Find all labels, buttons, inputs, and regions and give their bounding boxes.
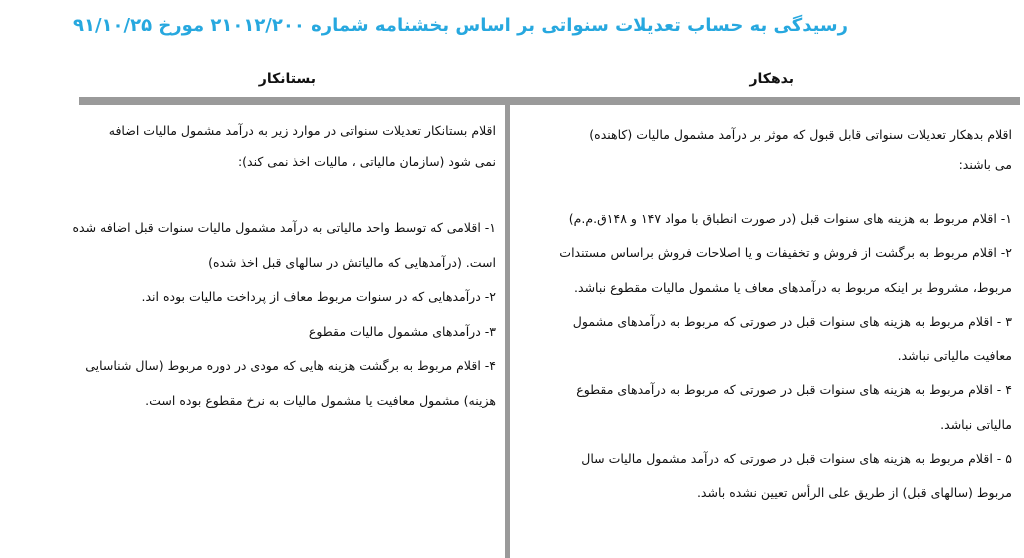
credit-column bbox=[10, 115, 496, 418]
debit-item-line: ۴ - اقلام مربوط به هزینه های سنوات قبل در صورتی که مربوط به درآمدهای مقطوع bbox=[576, 382, 1012, 398]
debit-item-line: مربوط، مشروط بر اینکه مربوط به درآمدهای معاف یا مشمول مالیات مقطوع نباشد. bbox=[574, 279, 1012, 295]
debit-intro bbox=[514, 120, 1012, 180]
credit-item-line: ۴- اقلام مربوط به برگشت هزینه هایی که مودی در دوره مربوط (سال شناسایی bbox=[85, 358, 496, 373]
credit-item-line: ۳- درآمدهای مشمول مالیات مقطوع bbox=[308, 323, 496, 339]
debit-intro-line: اقلام بدهکار تعدیلات سنواتی قابل قبول که موثر بر درآمد مشمول مالیات (کاهنده) bbox=[589, 127, 1012, 142]
debit-items bbox=[514, 202, 1012, 511]
debit-item-line: ۱- اقلام مربوط به هزینه های سنوات قبل (در صورت انطباق با مواد ۱۴۷ و ۱۴۸ق.م.م) bbox=[568, 211, 1012, 226]
debit-column-header: بدهکار bbox=[749, 71, 794, 87]
debit-column bbox=[514, 120, 1012, 511]
column-divider bbox=[505, 105, 510, 558]
credit-item-line: است. (درآمدهایی که مالیاتش در سالهای قبل اخذ شده) bbox=[208, 254, 496, 270]
debit-item-line: ۵ - اقلام مربوط به هزینه های سنوات قبل در صورتی که درآمد مشمول مالیات سال bbox=[581, 451, 1012, 467]
header-separator-bar bbox=[79, 97, 1020, 105]
credit-intro-line: اقلام بستانکار تعدیلات سنواتی در موارد زیر به درآمد مشمول مالیات اضافه bbox=[108, 123, 496, 138]
credit-item-line: هزینه) مشمول معافیت یا مشمول مالیات به نرخ مقطوع بوده است. bbox=[145, 392, 496, 408]
credit-column-header: بستانکار bbox=[258, 71, 316, 87]
credit-intro-line: نمی شود (سازمان مالیاتی ، مالیات اخذ نمی کند): bbox=[237, 154, 496, 169]
debit-item-line: مربوط (سالهای قبل) از طریق علی الرأس تعیین نشده باشد. bbox=[696, 485, 1012, 501]
credit-item-line: ۲- درآمدهایی که در سنوات مربوط معاف از پرداخت مالیات بوده اند. bbox=[141, 289, 496, 304]
debit-item-line: ۳ - اقلام مربوط به هزینه های سنوات قبل در صورتی که مربوط به درآمدهای مشمول bbox=[572, 313, 1012, 329]
credit-item-line: ۱- اقلامی که توسط واحد مالیاتی به درآمد مشمول مالیات سنوات قبل اضافه شده bbox=[72, 220, 496, 235]
page-title: رسیدگی به حساب تعدیلات سنواتی بر اساس بخشنامه شماره ۲۱۰۱۲/۲۰۰ مورخ ۹۱/۱۰/۲۵ bbox=[72, 15, 848, 36]
debit-item-line: مالیاتی نباشد. bbox=[940, 416, 1012, 432]
debit-item-line: معافیت مالیاتی نباشد. bbox=[897, 348, 1012, 364]
debit-item-line: ۲- اقلام مربوط به برگشت از فروش و تخفیفات و یا اصلاحات فروش براساس مستندات bbox=[559, 245, 1012, 261]
credit-intro bbox=[10, 115, 496, 177]
credit-items bbox=[10, 211, 496, 418]
debit-intro-line: می باشند: bbox=[958, 157, 1012, 172]
